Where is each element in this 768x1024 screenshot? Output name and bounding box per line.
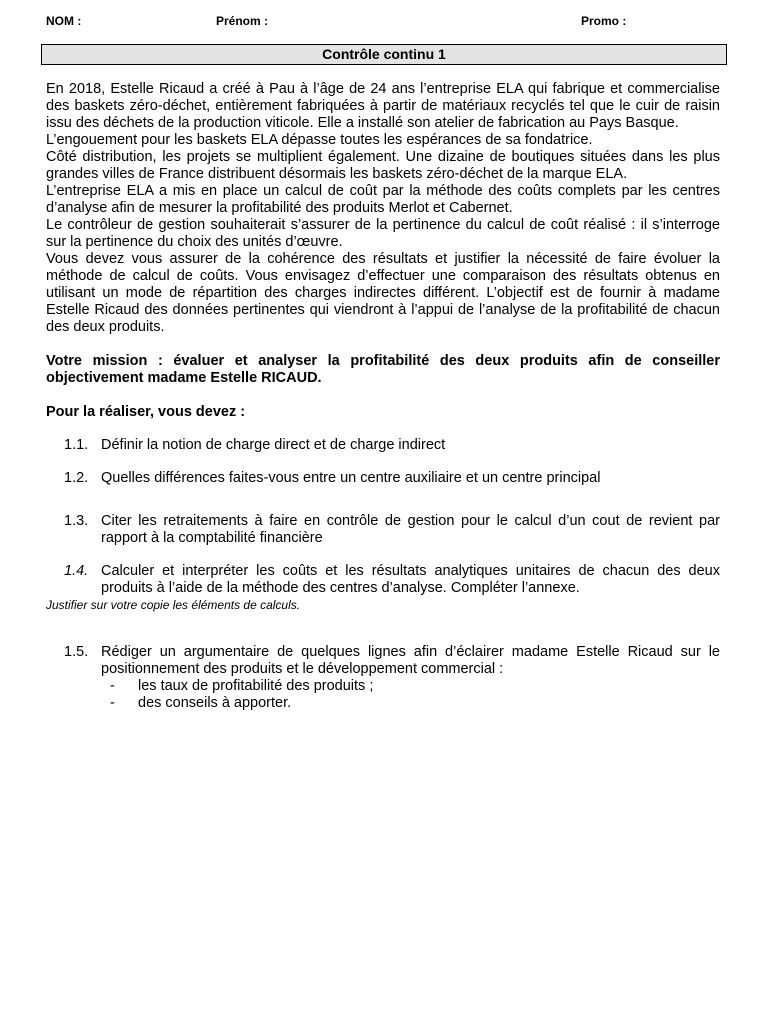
question-text: Rédiger un argumentaire de quelques lignes afin d’éclairer madame Estelle Ricaud sur le positionnement des produits et le développement commercial :	[101, 644, 720, 677]
nom-label: NOM :	[46, 14, 82, 28]
question-number: 1.3.	[64, 513, 89, 529]
question-1-4	[46, 563, 720, 597]
paragraph-intro: En 2018, Estelle Ricaud a créé à Pau à l’âge de 24 ans l’entreprise ELA qui fabrique et commercialise des baskets zéro-déchet, entièrement fabriquées à partir de matériaux recyclés tel que le cuir de raisin issu des déchets de la production viticole. Elle a installé son atelier de fabrication au Pays Basque.	[46, 81, 720, 131]
paragraph-distribution: Côté distribution, les projets se multiplient également. Une dizaine de boutiques situées dans les plus grandes villes de France distribuent désormais les baskets zéro-déchet de la marque ELA.	[46, 149, 720, 182]
bullet-text: les taux de profitabilité des produits ;	[138, 678, 374, 694]
bullet-dash: -	[110, 678, 115, 694]
justification-note: Justifier sur votre copie les éléments de calculs.	[46, 598, 301, 612]
student-header	[46, 14, 726, 30]
question-number: 1.5.	[64, 644, 89, 660]
bullet-text: des conseils à apporter.	[138, 695, 292, 711]
mission-statement: Votre mission : évaluer et analyser la profitabilité des deux produits afin de conseiller objectivement madame Estelle RICAUD.	[46, 353, 720, 386]
instructions-heading: Pour la réaliser, vous devez :	[46, 404, 246, 420]
question-1-1	[46, 437, 720, 454]
question-1-2	[46, 470, 720, 487]
question-1-3	[46, 513, 720, 547]
question-number: 1.4.	[64, 563, 89, 579]
question-text: Quelles différences faites-vous entre un centre auxiliaire et un centre principal	[101, 470, 601, 486]
question-number: 1.1.	[64, 437, 89, 453]
list-item	[101, 678, 720, 695]
page-title: Contrôle continu 1	[41, 44, 727, 65]
bullet-list	[46, 678, 720, 712]
question-number: 1.2.	[64, 470, 89, 486]
list-item	[101, 695, 720, 712]
paragraph-controleur: Le contrôleur de gestion souhaiterait s’assurer de la pertinence du calcul de coût réalisé : il s’interroge sur la pertinence du choix des unités d’œuvre.	[46, 217, 720, 250]
paragraph-objectif: Vous devez vous assurer de la cohérence des résultats et justifier la nécessité de faire évoluer la méthode de calcul de coûts. Vous envisagez d’effectuer une comparaison des résultats obtenus en utilisant un mode de répartition des charges indirectes différent. L’objectif est de fournir à madame Estelle Ricaud des données pertinentes qui viendront à l’appui de l’analyse de la profitabilité de chacun des deux produits.	[46, 251, 720, 335]
document-body	[46, 81, 720, 712]
question-text: Calculer et interpréter les coûts et les résultats analytiques unitaires de chacun des deux produits à l’aide de la méthode des centres d’analyse. Compléter l’annexe.	[101, 563, 720, 596]
paragraph-engouement: L’engouement pour les baskets ELA dépasse toutes les espérances de sa fondatrice.	[46, 132, 593, 148]
question-text: Citer les retraitements à faire en contrôle de gestion pour le calcul d’un cout de revient par rapport à la comptabilité financière	[101, 513, 720, 546]
paragraph-calcul-cout: L’entreprise ELA a mis en place un calcul de coût par la méthode des coûts complets par les centres d’analyse afin de mesurer la profitabilité des produits Merlot et Cabernet.	[46, 183, 720, 216]
question-1-5	[46, 644, 720, 678]
promo-label: Promo :	[581, 14, 627, 28]
bullet-dash: -	[110, 695, 115, 711]
prenom-label: Prénom :	[216, 14, 269, 28]
question-text: Définir la notion de charge direct et de charge indirect	[101, 437, 446, 453]
